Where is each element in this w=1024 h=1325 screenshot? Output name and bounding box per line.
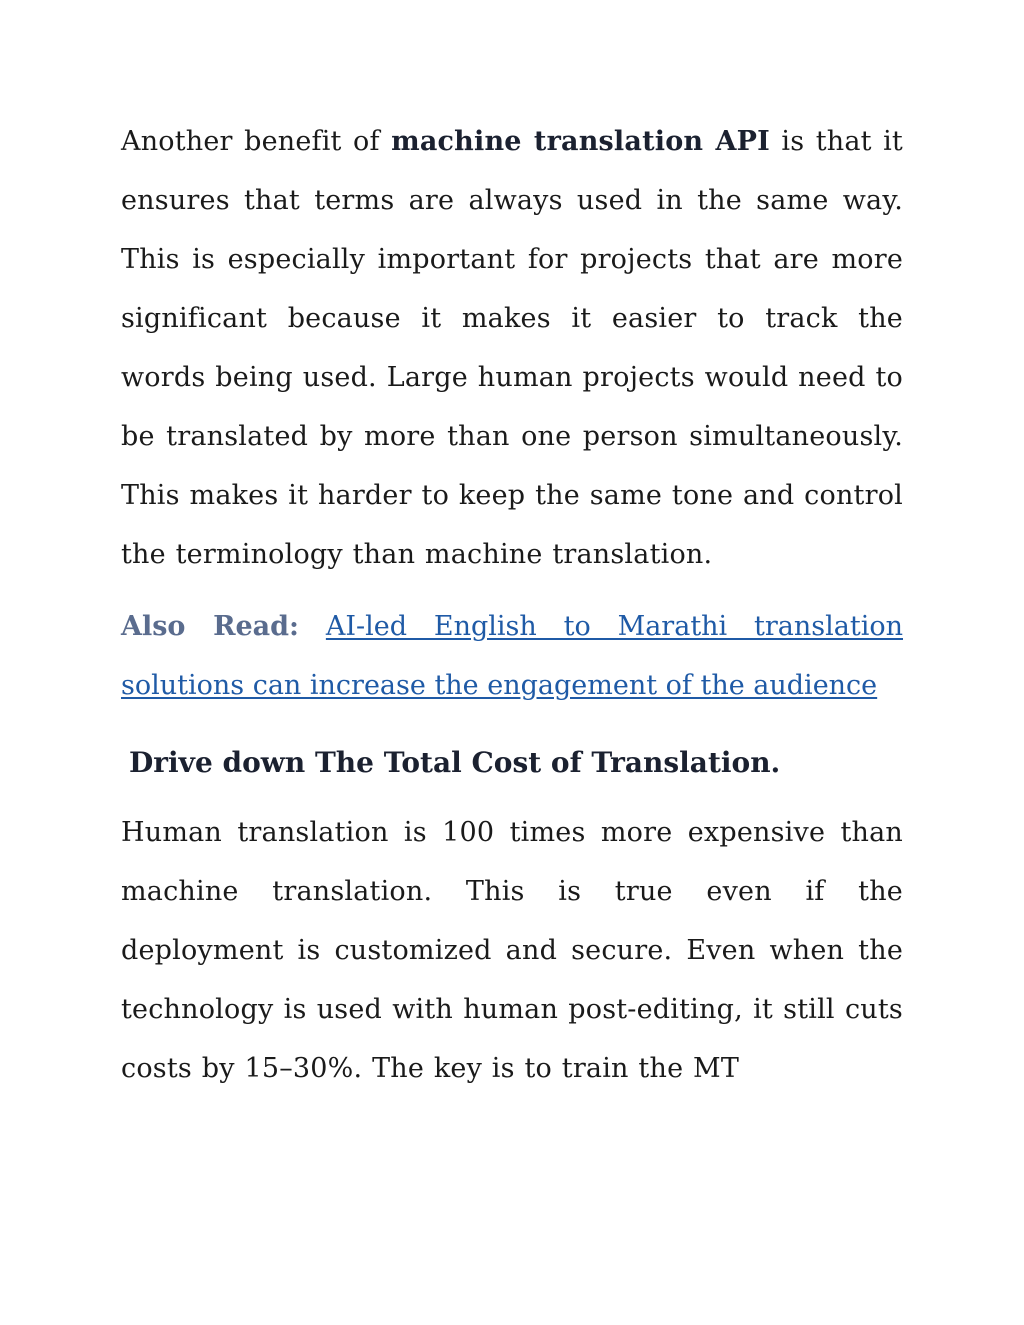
also-read-label: Also Read: [121, 611, 300, 642]
document-page [121, 112, 903, 1098]
paragraph-text-start: Another benefit of [121, 126, 392, 157]
paragraph-text-end: is that it ensures that terms are always used in the same way. This is especially important for projects that are more significant because it makes it easier to track the words being used. Large human projects would need to be translated by more than one person simultaneously. This makes it harder to keep the same tone and control the terminology than machine translation. [121, 126, 903, 570]
paragraph-machine-translation-api [121, 112, 903, 584]
also-read-link[interactable]: AI-led English to Marathi translation solutions can increase the engagement of the audience [121, 611, 903, 701]
also-read-line [121, 597, 903, 715]
section-heading: Drive down The Total Cost of Translation. [129, 746, 781, 779]
paragraph-cost: Human translation is 100 times more expensive than machine translation. This is true even if the deployment is customized and secure. Even when the technology is used with human post-editing, it still cuts costs by 15–30%. The key is to train the MT [121, 817, 903, 1084]
bold-term: machine translation API [391, 126, 770, 157]
